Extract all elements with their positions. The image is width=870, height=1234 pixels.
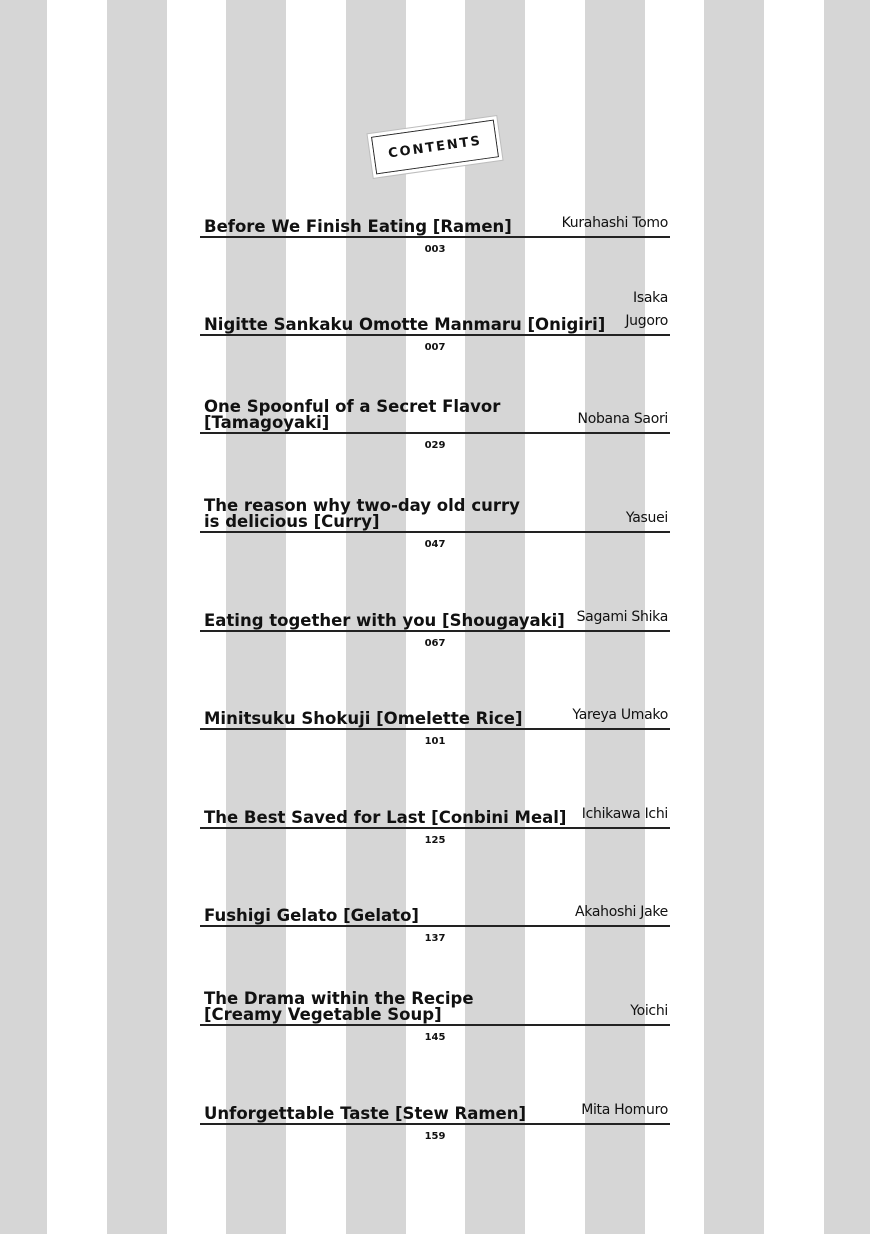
divider bbox=[200, 531, 670, 533]
entry-page: 125 bbox=[424, 835, 446, 846]
title-line: [Tamagoyaki] bbox=[204, 413, 330, 432]
entry-page: 137 bbox=[424, 933, 446, 944]
entry-author: Akahoshi Jake bbox=[575, 904, 668, 920]
divider bbox=[200, 236, 670, 238]
toc-entry[interactable] bbox=[200, 380, 670, 451]
entry-author: Sagami Shika bbox=[576, 609, 668, 625]
toc-entry[interactable] bbox=[200, 280, 670, 353]
author-line: Isaka bbox=[633, 290, 668, 306]
entry-author: Mita Homuro bbox=[581, 1102, 668, 1118]
entry-title bbox=[204, 498, 520, 530]
title-line: One Spoonful of a Secret Flavor bbox=[204, 397, 501, 416]
toc-entry[interactable] bbox=[200, 480, 670, 550]
divider bbox=[200, 432, 670, 434]
entry-author: Yareya Umako bbox=[572, 707, 668, 723]
entry-page: 029 bbox=[424, 440, 446, 451]
entry-title bbox=[204, 991, 474, 1023]
entry-page: 047 bbox=[424, 539, 446, 550]
title-line: The reason why two-day old curry bbox=[204, 496, 520, 515]
toc-entry[interactable] bbox=[200, 975, 670, 1043]
divider bbox=[200, 925, 670, 927]
divider bbox=[200, 728, 670, 730]
entry-author: Ichikawa Ichi bbox=[581, 806, 668, 822]
entry-title: Unforgettable Taste [Stew Ramen] bbox=[204, 1104, 527, 1123]
toc-entry[interactable] bbox=[200, 890, 670, 944]
divider bbox=[200, 1123, 670, 1125]
entry-title: Minitsuku Shokuji [Omelette Rice] bbox=[204, 709, 523, 728]
entry-title bbox=[204, 399, 500, 431]
entry-author: Yoichi bbox=[630, 1003, 668, 1019]
entry-author: Yasuei bbox=[625, 510, 668, 526]
entry-page: 101 bbox=[424, 736, 446, 747]
author-line: Jugoro bbox=[625, 313, 668, 329]
stripe bbox=[704, 0, 764, 1234]
title-line: The Drama within the Recipe bbox=[204, 989, 474, 1008]
entry-title: Eating together with you [Shougayaki] bbox=[204, 611, 565, 630]
toc-entry[interactable] bbox=[200, 693, 670, 747]
divider bbox=[200, 1024, 670, 1026]
divider bbox=[200, 334, 670, 336]
contents-heading: CONTENTS bbox=[387, 133, 483, 161]
divider bbox=[200, 630, 670, 632]
entry-author: Kurahashi Tomo bbox=[561, 215, 668, 231]
entry-title: Before We Finish Eating [Ramen] bbox=[204, 217, 512, 236]
toc-entry[interactable] bbox=[200, 200, 670, 255]
entry-author bbox=[625, 287, 668, 333]
entry-title: Fushigi Gelato [Gelato] bbox=[204, 906, 419, 925]
title-line: [Creamy Vegetable Soup] bbox=[204, 1005, 442, 1024]
stripe bbox=[107, 0, 167, 1234]
entry-page: 145 bbox=[424, 1032, 446, 1043]
title-line: is delicious [Curry] bbox=[204, 512, 380, 531]
entry-page: 007 bbox=[424, 342, 446, 353]
toc-entry[interactable] bbox=[200, 1088, 670, 1142]
entry-page: 067 bbox=[424, 638, 446, 649]
toc-entry[interactable] bbox=[200, 595, 670, 649]
divider bbox=[200, 827, 670, 829]
entry-page: 159 bbox=[424, 1131, 446, 1142]
entry-title: Nigitte Sankaku Omotte Manmaru [Onigiri] bbox=[204, 315, 606, 334]
entry-author: Nobana Saori bbox=[577, 411, 668, 427]
entry-page: 003 bbox=[424, 244, 446, 255]
entry-title: The Best Saved for Last [Conbini Meal] bbox=[204, 808, 567, 827]
stripe bbox=[0, 0, 47, 1234]
stripe bbox=[824, 0, 870, 1234]
toc-entry[interactable] bbox=[200, 792, 670, 846]
